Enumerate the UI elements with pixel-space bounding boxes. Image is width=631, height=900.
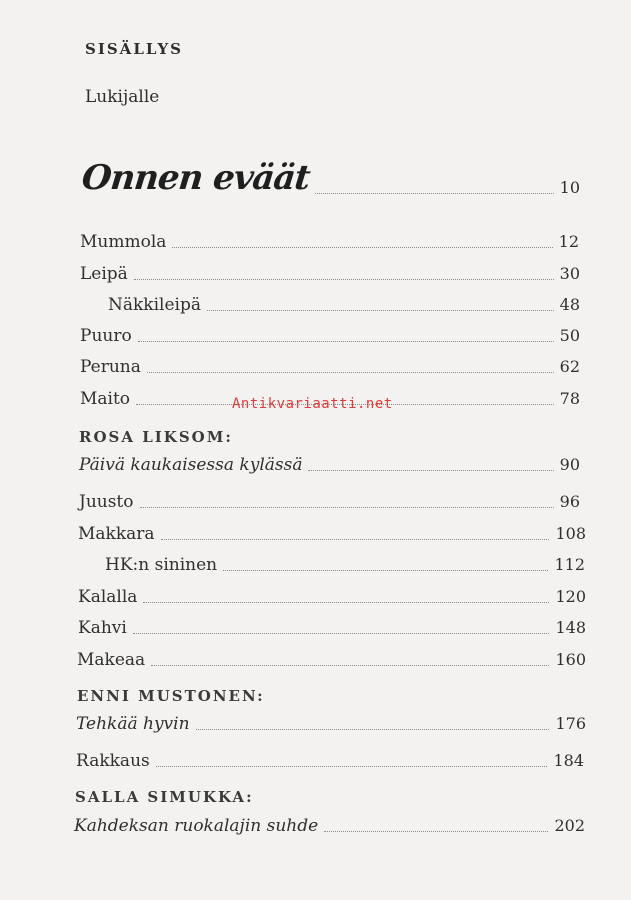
toc-entry: [80, 260, 580, 284]
toc-entry: [78, 583, 586, 607]
leader-dots: [308, 469, 553, 471]
leader-dots: [134, 278, 554, 280]
toc-entry: [80, 353, 580, 377]
leader-dots: [151, 664, 549, 666]
page-number: 90: [559, 455, 580, 474]
toc-entry: [80, 228, 579, 252]
watermark-text: Antikvariaatti.net: [232, 396, 393, 412]
entry-label: Peruna: [80, 357, 141, 377]
page-number: 160: [555, 650, 586, 669]
leader-dots: [172, 246, 552, 248]
toc-entry: [78, 520, 586, 544]
essay-author: ENNI MUSTONEN:: [77, 687, 265, 705]
leader-dots: [140, 506, 554, 508]
page-number: 96: [559, 492, 580, 511]
entry-label: Maito: [80, 389, 131, 409]
entry-label: Puuro: [80, 326, 132, 346]
toc-essay-entry: [76, 710, 586, 734]
toc-entry: [78, 614, 586, 638]
toc-intro: Lukijalle: [85, 87, 160, 107]
essay-author: SALLA SIMUKKA:: [75, 788, 254, 806]
leader-dots: [138, 340, 554, 342]
essay-title: Tehkää hyvin: [76, 714, 190, 734]
entry-label: Juusto: [79, 492, 134, 512]
essay-author: ROSA LIKSOM:: [79, 428, 233, 446]
toc-entry: [76, 747, 584, 771]
toc-entry: [108, 291, 580, 315]
page-number: 202: [554, 816, 585, 835]
entry-label: Leipä: [80, 264, 128, 284]
leader-dots: [315, 192, 553, 194]
essay-title: Päivä kaukaisessa kylässä: [79, 455, 303, 475]
page-number: 108: [555, 524, 586, 543]
page-number: 48: [559, 295, 580, 314]
page-number: 30: [559, 264, 580, 283]
leader-dots: [223, 569, 548, 571]
page-number: 78: [559, 389, 580, 408]
entry-label: Mummola: [80, 232, 167, 252]
entry-label: Kalalla: [78, 587, 138, 607]
leader-dots: [147, 371, 554, 373]
page-number: 120: [555, 587, 586, 606]
page-number: 12: [558, 232, 579, 251]
entry-label: Kahvi: [78, 618, 127, 638]
page-number: 176: [555, 714, 586, 733]
toc-entry: [77, 646, 586, 670]
leader-dots: [207, 309, 554, 311]
entry-label: Makkara: [78, 524, 155, 544]
page-number: 112: [554, 555, 585, 574]
toc-heading: SISÄLLYS: [85, 40, 183, 58]
page-number: 62: [559, 357, 580, 376]
entry-label: Rakkaus: [76, 751, 150, 771]
toc-entry: [79, 488, 580, 512]
leader-dots: [324, 830, 548, 832]
page-number: 148: [555, 618, 586, 637]
leader-dots: [156, 765, 548, 767]
toc-entry: [80, 322, 580, 346]
entry-label: Makeaa: [77, 650, 146, 670]
page-number: 10: [559, 178, 580, 197]
entry-label: HK:n sininen: [105, 555, 218, 575]
toc-essay-entry: [74, 812, 585, 836]
leader-dots: [143, 601, 549, 603]
page-number: 50: [559, 326, 580, 345]
toc-entry: [105, 551, 585, 575]
leader-dots: [196, 728, 550, 730]
leader-dots: [133, 632, 550, 634]
section-title: Onnen eväät: [79, 158, 312, 198]
essay-title: Kahdeksan ruokalajin suhde: [74, 816, 319, 836]
leader-dots: [161, 538, 550, 540]
page-number: 184: [553, 751, 584, 770]
toc-section-title-row: [79, 158, 580, 198]
entry-label: Näkkileipä: [108, 295, 202, 315]
toc-essay-entry: [79, 451, 580, 475]
